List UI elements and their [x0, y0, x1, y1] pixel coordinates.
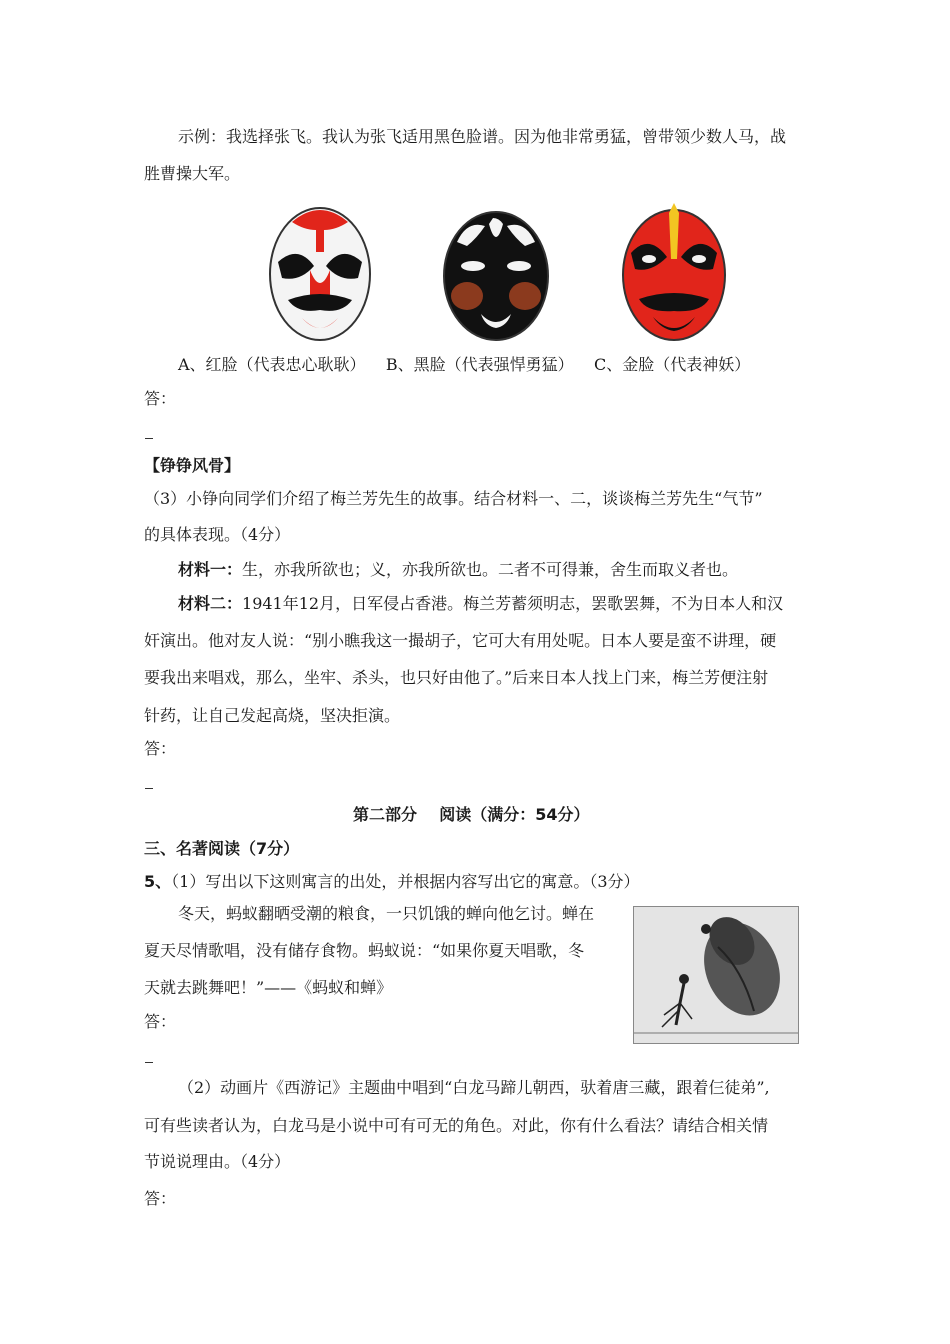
- material-1-label: 材料一：: [178, 560, 243, 579]
- section-heading: 【铮铮风骨】: [144, 456, 241, 475]
- question-5-2-line-3: 节说说理由。（4分）: [144, 1152, 291, 1171]
- question-5-2-line-1: （2）动画片《西游记》主题曲中唱到“白龙马蹄儿朝西，驮着唐三藏，跟着仨徒弟”,: [178, 1078, 770, 1097]
- red-face-mask-image: [262, 200, 378, 344]
- material-2-line-1: [178, 593, 783, 615]
- question-5-number: 5、: [144, 872, 172, 891]
- material-2-line-4: 针药，让自己发起高烧，坚决拒演。: [144, 706, 401, 725]
- example-line-1: 示例：我选择张飞。我认为张飞适用黑色脸谱。因为他非常勇猛，曾带领少数人马，战: [178, 127, 787, 146]
- answer-blank-line: [145, 788, 153, 789]
- mask-options: A、红脸（代表忠心耿耿） B、黑脸（代表强悍勇猛） C、金脸（代表神妖）: [178, 355, 751, 374]
- section-3-heading: 三、名著阅读（7分）: [144, 839, 300, 858]
- material-2-label: 材料二：: [178, 594, 243, 613]
- question-3-line-1: （3）小铮向同学们介绍了梅兰芳先生的故事。结合材料一、二，谈谈梅兰芳先生“气节”: [144, 489, 763, 508]
- answer-label: 答：: [144, 739, 177, 758]
- answer-label: 答：: [144, 1012, 177, 1031]
- ant-and-cicada-illustration: [633, 906, 799, 1044]
- answer-label: 答：: [144, 1189, 177, 1208]
- example-line-2: 胜曹操大军。: [144, 164, 241, 183]
- fable-line-3: 天就去跳舞吧！”——《蚂蚁和蝉》: [144, 978, 393, 997]
- question-5-text: （1）写出以下这则寓言的出处，并根据内容写出它的寓意。（3分）: [171, 872, 640, 891]
- fable-line-1: 冬天，蚂蚁翻晒受潮的粮食，一只饥饿的蝉向他乞讨。蝉在: [178, 904, 595, 923]
- cicada-and-ant-drawing: [634, 907, 798, 1043]
- question-5-line: [144, 871, 640, 893]
- material-1-text: 生，亦我所欲也；义，亦我所欲也。二者不可得兼，舍生而取义者也。: [242, 560, 739, 579]
- answer-label: 答：: [144, 389, 177, 408]
- answer-blank-line: [145, 1062, 153, 1063]
- black-face-mask-image: [437, 204, 555, 344]
- question-5-2-line-2: 可有些读者认为，白龙马是小说中可有可无的角色。对此，你有什么看法？请结合相关情: [144, 1116, 769, 1135]
- gold-face-mask-image: [617, 203, 731, 343]
- answer-blank-line: [145, 438, 153, 439]
- question-3-line-2: 的具体表现。（4分）: [144, 525, 291, 544]
- fable-line-2: 夏天尽情歌唱，没有储存食物。蚂蚁说：“如果你夏天唱歌，冬: [144, 941, 585, 960]
- part-2-title: 第二部分 阅读（满分：54分）: [353, 805, 590, 824]
- material-1: [178, 559, 738, 581]
- material-2-line-3: 要我出来唱戏，那么，坐牢、杀头，也只好由他了。”后来日本人找上门来，梅兰芳便注射: [144, 668, 769, 687]
- material-2-text: 1941年12月，日军侵占香港。梅兰芳蓄须明志，罢歌罢舞，不为日本人和汉: [242, 594, 784, 613]
- material-2-line-2: 奸演出。他对友人说：“别小瞧我这一撮胡子，它可大有用处呢。日本人要是蛮不讲理，硬: [144, 631, 777, 650]
